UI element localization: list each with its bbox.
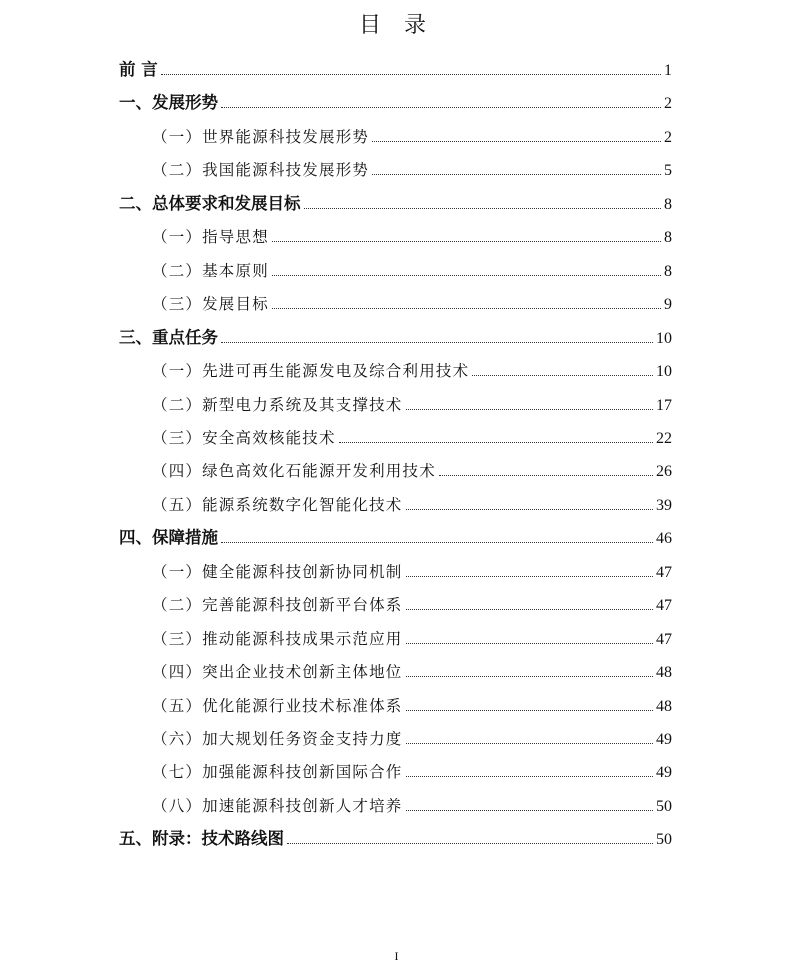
toc-dot-leader — [406, 642, 653, 644]
toc-entry[interactable] — [152, 654, 672, 682]
toc-entry[interactable] — [152, 721, 672, 749]
toc-entry[interactable] — [152, 554, 672, 582]
toc-entry-page-number: 2 — [664, 128, 672, 146]
toc-dot-leader — [304, 207, 662, 209]
toc-dot-leader — [272, 307, 661, 309]
toc-entry[interactable] — [119, 320, 672, 348]
toc-dot-leader — [287, 842, 653, 844]
toc-dot-leader — [406, 608, 653, 610]
toc-entry-title: （五）能源系统数字化智能化技术 — [152, 495, 403, 514]
toc-entry-page-number: 10 — [656, 329, 672, 347]
toc-entry-title: （二）我国能源科技发展形势 — [152, 161, 370, 180]
toc-entry-title: （一）指导思想 — [152, 228, 269, 247]
toc-entry-title: （二）基本原则 — [152, 261, 269, 280]
toc-entry-title: （一）世界能源科技发展形势 — [152, 127, 370, 146]
toc-entry-page-number: 1 — [664, 62, 672, 79]
toc-entry-title: （三）发展目标 — [152, 295, 269, 314]
toc-entry[interactable] — [119, 186, 672, 214]
toc-dot-leader — [406, 675, 653, 677]
toc-dot-leader — [439, 474, 653, 476]
toc-entry-page-number: 8 — [664, 195, 672, 213]
toc-dot-leader — [406, 742, 653, 744]
toc-dot-leader — [372, 173, 661, 175]
toc-entry-page-number: 8 — [664, 229, 672, 247]
toc-entry-title: （五）优化能源行业技术标准体系 — [152, 696, 403, 715]
toc-entry-page-number: 47 — [656, 630, 672, 648]
toc-dot-leader — [272, 240, 661, 242]
toc-entry-page-number: 9 — [664, 296, 672, 314]
toc-entry[interactable] — [152, 119, 672, 147]
toc-entry-page-number: 47 — [656, 563, 672, 581]
toc-entry-title: （七）加强能源科技创新国际合作 — [152, 763, 403, 782]
toc-entry-page-number: 46 — [656, 530, 672, 548]
toc-entry[interactable] — [152, 353, 672, 381]
toc-entry[interactable] — [152, 152, 672, 180]
toc-dot-leader — [406, 709, 653, 711]
toc-entry-title: （三）推动能源科技成果示范应用 — [152, 629, 403, 648]
toc-entry[interactable] — [119, 821, 672, 849]
toc-dot-leader — [161, 73, 661, 75]
toc-entry[interactable] — [152, 387, 672, 415]
toc-entry-title: （一）先进可再生能源发电及综合利用技术 — [152, 362, 470, 381]
toc-dot-leader — [221, 541, 653, 543]
toc-entry-title: （八）加速能源科技创新人才培养 — [152, 796, 403, 815]
toc-entry-title: （二）完善能源科技创新平台体系 — [152, 596, 403, 615]
toc-entry[interactable] — [152, 420, 672, 448]
toc-entry-page-number: 50 — [656, 797, 672, 815]
toc-entry-title: 二、总体要求和发展目标 — [119, 193, 301, 213]
toc-entry[interactable] — [152, 788, 672, 816]
toc-entry[interactable] — [152, 253, 672, 281]
toc-dot-leader — [272, 274, 661, 276]
toc-entry-page-number: 26 — [656, 463, 672, 481]
toc-dot-leader — [221, 341, 653, 343]
toc-entry-title: 四、保障措施 — [119, 528, 218, 548]
toc-entry-page-number: 48 — [656, 697, 672, 715]
toc-entry[interactable] — [152, 219, 672, 247]
toc-entry-title: 一、发展形势 — [119, 93, 218, 113]
toc-dot-leader — [406, 508, 653, 510]
toc-entry-page-number: 17 — [656, 396, 672, 414]
toc-entry-page-number: 5 — [664, 162, 672, 180]
toc-entry-title: （二）新型电力系统及其支撑技术 — [152, 395, 403, 414]
toc-dot-leader — [339, 441, 653, 443]
page-title: 目 录 — [359, 13, 434, 38]
toc-entry[interactable] — [152, 688, 672, 716]
toc-entry[interactable] — [119, 52, 672, 80]
toc-entry-page-number: 2 — [664, 95, 672, 113]
toc-entry-page-number: 10 — [656, 363, 672, 381]
toc-entry[interactable] — [152, 587, 672, 615]
toc-entry-page-number: 22 — [656, 429, 672, 447]
toc-entry-page-number: 48 — [656, 664, 672, 682]
toc-entry-page-number: 49 — [656, 731, 672, 748]
toc-entry[interactable] — [152, 754, 672, 782]
toc-entry[interactable] — [119, 520, 672, 548]
toc-entry-title: （一）健全能源科技创新协同机制 — [152, 562, 403, 581]
toc-entry-page-number: 39 — [656, 496, 672, 514]
toc-entry-title: 五、附录：技术路线图 — [119, 829, 284, 849]
toc-entry-page-number: 47 — [656, 597, 672, 615]
toc-dot-leader — [406, 775, 653, 777]
toc-entry[interactable] — [152, 286, 672, 314]
toc-entry[interactable] — [119, 85, 672, 113]
toc-entry-title: 前 言 — [119, 60, 158, 79]
toc-entry-title: （四）突出企业技术创新主体地位 — [152, 663, 403, 682]
toc-dot-leader — [472, 374, 653, 376]
toc-entry-page-number: 49 — [656, 764, 672, 782]
toc-dot-leader — [406, 575, 653, 577]
toc-entry-page-number: 8 — [664, 262, 672, 280]
toc-dot-leader — [372, 140, 661, 142]
toc-entry-page-number: 50 — [656, 831, 672, 849]
toc-dot-leader — [406, 408, 653, 410]
toc-dot-leader — [221, 106, 661, 108]
toc-entry[interactable] — [152, 487, 672, 515]
toc-entry[interactable] — [152, 453, 672, 481]
toc-entry-title: （三）安全高效核能技术 — [152, 428, 336, 447]
toc-entry-title: （六）加大规划任务资金支持力度 — [152, 730, 403, 748]
toc-dot-leader — [406, 809, 653, 811]
page-number-footer: I — [394, 949, 399, 963]
toc-entry[interactable] — [152, 621, 672, 649]
toc-entry-title: 三、重点任务 — [119, 327, 218, 347]
toc-entry-title: （四）绿色高效化石能源开发利用技术 — [152, 462, 436, 481]
